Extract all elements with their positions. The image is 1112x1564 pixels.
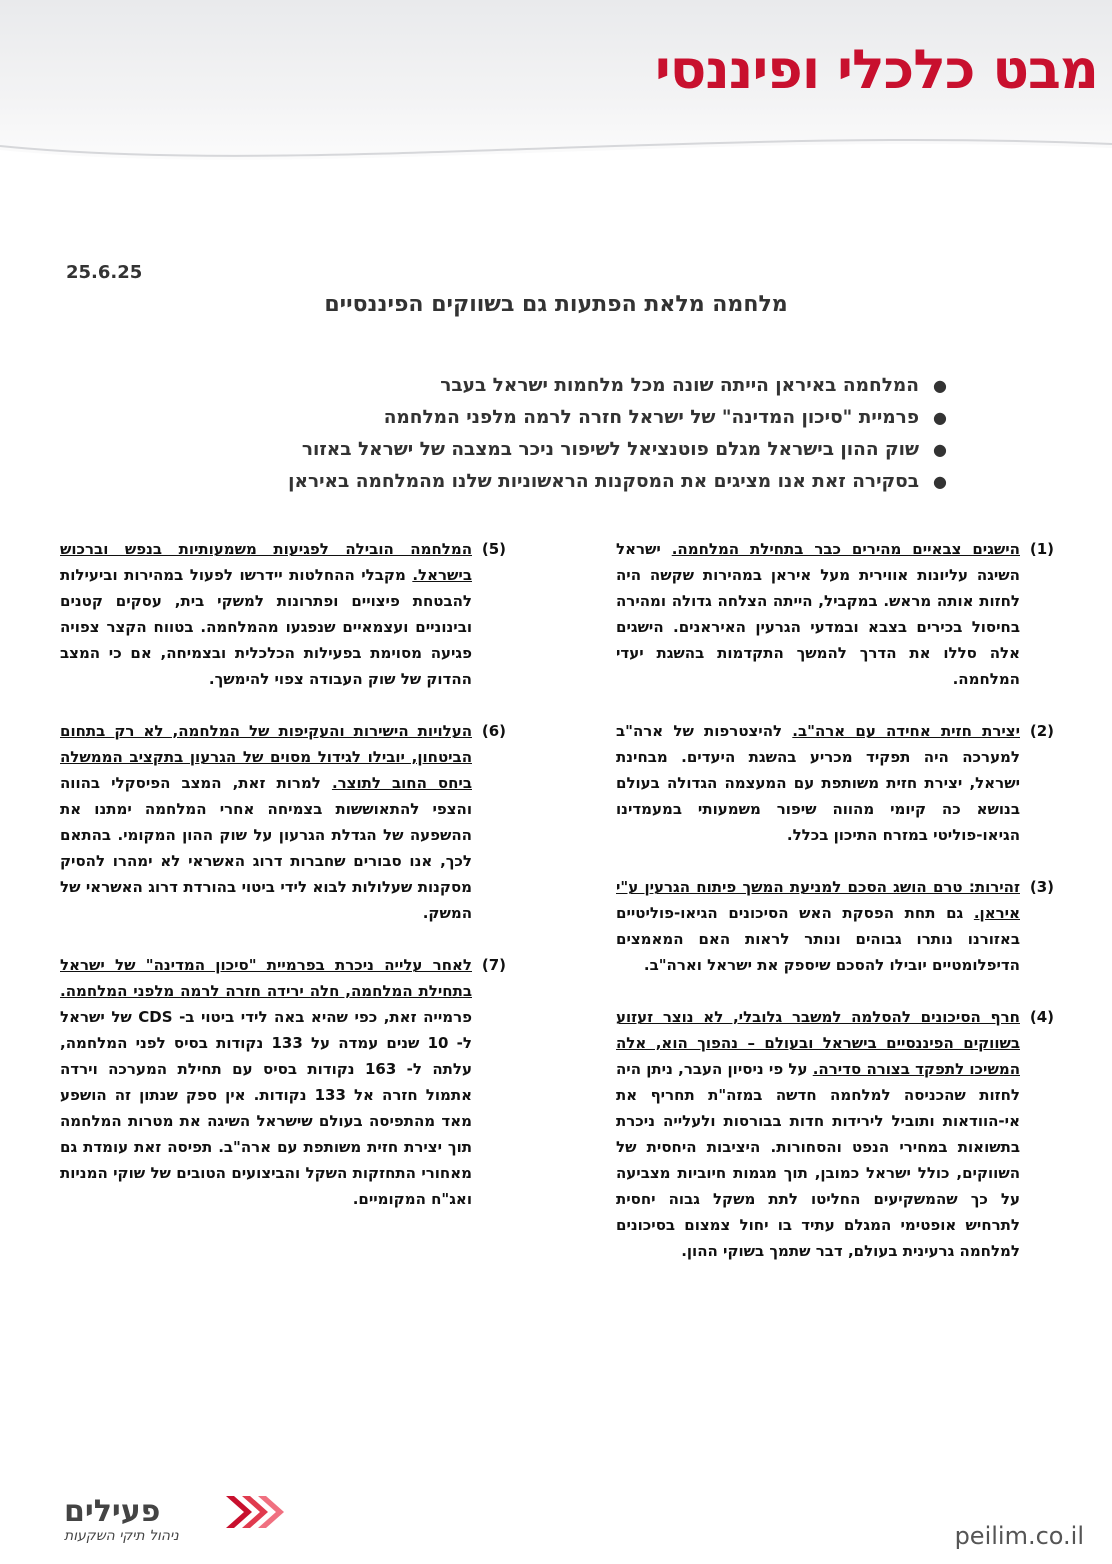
bullet-text: פרמיית "סיכון המדינה" של ישראל חזרה לרמה מלפני המלחמה <box>383 407 919 428</box>
bullet-text: בסקירה זאת אנו מציגים את המסקנות הראשוניות שלנו מהמלחמה באיראן <box>288 471 919 492</box>
bullet-text: המלחמה באיראן הייתה שונה מכל מלחמות ישראל בעבר <box>440 375 919 396</box>
section-6 <box>60 718 506 926</box>
company-logo-text: פעילים <box>64 1494 161 1529</box>
summary-bullets <box>187 370 947 498</box>
section-body: למרות זאת, המצב הפיסקלי בהווה והצפי להתאוששות בצמיחה אחרי המלחמה ימתנו את ההשפעה של הגדלת הגרעון על שוק ההון המקומי. בהתאם לכך, אנו סבורים שחברות דרוג האשראי לא ימהרו להסיק מסקנות שעלולות לבוא לידי ביטוי בהורדת דרוג האשראי של המשק. <box>60 774 472 922</box>
section-number: (7) <box>481 956 506 974</box>
column-left <box>60 536 506 1238</box>
section-number: (1) <box>1029 540 1054 558</box>
bullet-dot-icon: ● <box>933 408 947 427</box>
section-number: (3) <box>1029 878 1054 896</box>
section-heading: המלחמה הובילה לפגיעות משמעותיות בנפש וברכוש בישראל. <box>60 540 472 584</box>
header-wave <box>0 120 1112 200</box>
section-body: על פי ניסיון העבר, ניתן היה לחזות שהכניסה למלחמה חדשה במזה"ת תחריף את אי-הוודאות ותוביל לירידות חדות בבורסות ולעלייה ניכרת בתשואות במחירי הנפט והסחורות. היציבות היחסית של השווקים, כולל ישראל כמובן, תוך מגמות חיוביות מצביעה על כך שהמשקיעים החליטו לתת משקל גבוה יחסית לתרחיש אופטימי המגלם עתיד בו יחול צמצום בסיכונים למלחמה גרעינית בעולם, דבר שתמך בשוקי ההון. <box>616 1060 1020 1260</box>
section-4 <box>616 1004 1054 1264</box>
section-heading: הישגים צבאיים מהירים כבר בתחילת המלחמה. <box>671 540 1020 558</box>
section-body: מקבלי ההחלטות יידרשו לפעול במהירות וביעילות להבטחת פיצויים ופתרונות למשקי בית, עסקים קטנים ובינוניים ועצמאיים שנפגעו מהמלחמה. בטווח הקצר צפויה פגיעה מסוימת בפעילות הכלכלית ובצמיחה, אם כי המצב ההדוק של שוק העבודה צפוי להימשך. <box>60 566 472 688</box>
section-5 <box>60 536 506 692</box>
column-right <box>616 536 1054 1290</box>
bullet-dot-icon: ● <box>933 376 947 395</box>
brand-title: מבט כלכלי ופיננסי <box>654 38 1098 101</box>
chevron-logo-icon <box>212 1494 286 1530</box>
bullet-text: שוק ההון בישראל מגלם פוטנציאל לשיפור ניכר במצבה של ישראל באזור <box>301 439 919 460</box>
section-heading: לאחר עלייה ניכרת בפרמיית "סיכון המדינה" של ישראל בתחילת המלחמה, חלה ירידה חזרה לרמה מלפני המלחמה. <box>60 956 472 1000</box>
bullet-item <box>187 434 947 466</box>
company-logo-subtitle: ניהול תיקי השקעות <box>64 1528 179 1544</box>
section-number: (2) <box>1029 722 1054 740</box>
section-heading: חרף הסיכונים להסלמה למשבר גלובלי, לא נוצר זעזוע בשווקים הפיננסיים בישראל ובעולם – נהפוך הוא, אלה המשיכו לתפקד בצורה סדירה. <box>616 1008 1020 1078</box>
section-2 <box>616 718 1054 848</box>
section-1 <box>616 536 1054 692</box>
section-body: פרמייה זאת, כפי שהיא באה לידי ביטוי ב- CDS של ישראל ל- 10 שנים עמדה על 133 נקודות בסיס לפני המלחמה, עלתה ל- 163 נקודות בסיס עם תחילת המערכה וירדה אתמול חזרה אל 133 נקודות. אין ספק שנתון זה הושפע מאד מהתפיסה בעולם שישראל השיגה את מטרות המלחמה תוך יצירת חזית משותפת עם ארה"ב. תפיסה זאת עומדת גם מאחורי התחזקות השקל והביצועים הטובים של שוקי המניות ואג"ח המקומיים. <box>60 1008 472 1208</box>
section-7 <box>60 952 506 1212</box>
section-number: (6) <box>481 722 506 740</box>
section-heading: זהירות: טרם הושג הסכם למניעת המשך פיתוח הגרעין ע"י איראן. <box>616 878 1020 922</box>
section-heading: העלויות הישירות והעקיפות של המלחמה, לא רק בתחום הביטחון, יובילו לגידול מסוים של הגרעון בתקציב הממשלה ביחס החוב לתוצר. <box>60 722 472 792</box>
section-body: גם תחת הפסקת האש הסיכונים הגיאו-פוליטיים באזורנו נותרו גבוהים ונותר לראות האם המאמצים הדיפלומטיים יובילו להסכם שיספק את ישראל וארה"ב. <box>616 904 1020 974</box>
bullet-item <box>187 402 947 434</box>
section-3 <box>616 874 1054 978</box>
section-body: להיצטרפות של ארה"ב למערכה היה תפקיד מכריע בהשגת היעדים. מבחינת ישראל, יצירת חזית משותפת עם המעצמה הגדולה בעולם בנושא כה קיומי מהווה שיפור משמעותי במעמדינו הגיאו-פוליטי במזרח התיכון בכלל. <box>616 722 1020 844</box>
bullet-item <box>187 466 947 498</box>
bullet-dot-icon: ● <box>933 472 947 491</box>
section-heading: יצירת חזית אחידה עם ארה"ב. <box>792 722 1020 740</box>
section-number: (4) <box>1029 1008 1054 1026</box>
section-body: ישראל השיגה עליונות אווירית מעל איראן במהירות שקשה היה לחזות אותה מראש. במקביל, הייתה הצלחה גדולה ומהירה בחיסול בכירים בצבא ובמדעי הגרעין האיראנים. הישגים אלה סללו את הדרך להמשך התקדמות בהשגת יעדי המלחמה. <box>616 540 1020 688</box>
section-number: (5) <box>481 540 506 558</box>
website-link[interactable]: peilim.co.il <box>954 1522 1084 1550</box>
bullet-dot-icon: ● <box>933 440 947 459</box>
bullet-item <box>187 370 947 402</box>
page-title: מלחמה מלאת הפתעות גם בשווקים הפיננסיים <box>324 292 788 317</box>
document-date: 25.6.25 <box>66 262 143 283</box>
